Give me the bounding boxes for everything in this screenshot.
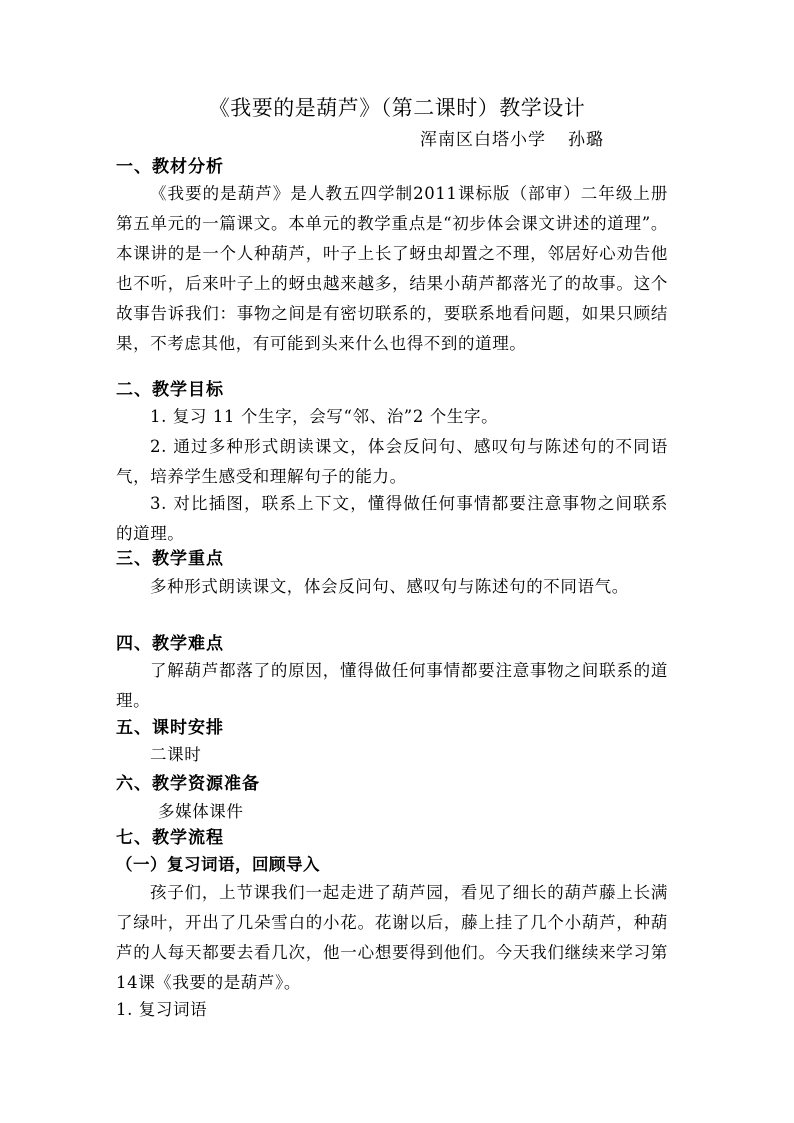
process-paragraph: 孩子们，上节课我们一起走进了葫芦园，看见了细长的葫芦藤上长满了绿叶，开出了几朵雪白的小花。花谢以后，藤上挂了几个小葫芦，种葫芦的人每天都要去看几次，他一心想要得到他们。今天我们继续来学习第14课《我要的是葫芦》。	[116, 883, 668, 992]
step-review-words: 1. 复习词语	[116, 1000, 208, 1019]
school-name: 浑南区白塔小学	[420, 130, 546, 150]
goal-item-2: 2. 通过多种形式朗读课文，体会反问句、感叹句与陈述句的不同语气，培养学生感受和理解句子的能力。	[116, 437, 668, 486]
difficulties-paragraph: 了解葫芦都落了的原因，懂得做任何事情都要注意事物之间联系的道理。	[116, 661, 668, 710]
document-title: 《我要的是葫芦》（第二课时）教学设计	[208, 96, 586, 120]
goal-item-3: 3. 对比插图，联系上下文，懂得做任何事情都要注意事物之间联系的道理。	[116, 494, 668, 543]
section-heading-key-points: 三、教学重点	[116, 549, 224, 569]
section-heading-resources: 六、教学资源准备	[116, 774, 260, 794]
goal-item-1: 1. 复习 11 个生字，会写“邻、治”2 个生字。	[150, 407, 499, 426]
author-name: 孙璐	[568, 130, 604, 150]
section-heading-goals: 二、教学目标	[116, 380, 224, 400]
section-heading-process: 七、教学流程	[116, 828, 224, 848]
section-heading-difficulties: 四、教学难点	[116, 634, 224, 654]
section-heading-analysis: 一、教材分析	[116, 157, 224, 177]
author-line	[420, 128, 604, 152]
resources-text: 多媒体课件	[158, 802, 244, 821]
analysis-paragraph: 《我要的是葫芦》是人教五四学制2011课标版（部审）二年级上册第五单元的一篇课文。本单元的教学重点是“初步体会课文讲述的道理”。本课讲的是一个人种葫芦，叶子上长了蚜虫却置之不理，邻居好心劝告他也不听，后来叶子上的蚜虫越来越多，结果小葫芦都落光了的故事。这个故事告诉我们：事物之间是有密切联系的，要联系地看问题，如果只顾结果，不考虑其他，有可能到头来什么也得不到的道理。	[116, 184, 668, 353]
section-heading-schedule: 五、课时安排	[116, 718, 224, 738]
key-points-paragraph: 多种形式朗读课文，体会反问句、感叹句与陈述句的不同语气。	[150, 577, 629, 596]
subsection-heading-review: （一）复习词语，回顾导入	[116, 855, 320, 874]
schedule-text: 二课时	[150, 745, 202, 764]
